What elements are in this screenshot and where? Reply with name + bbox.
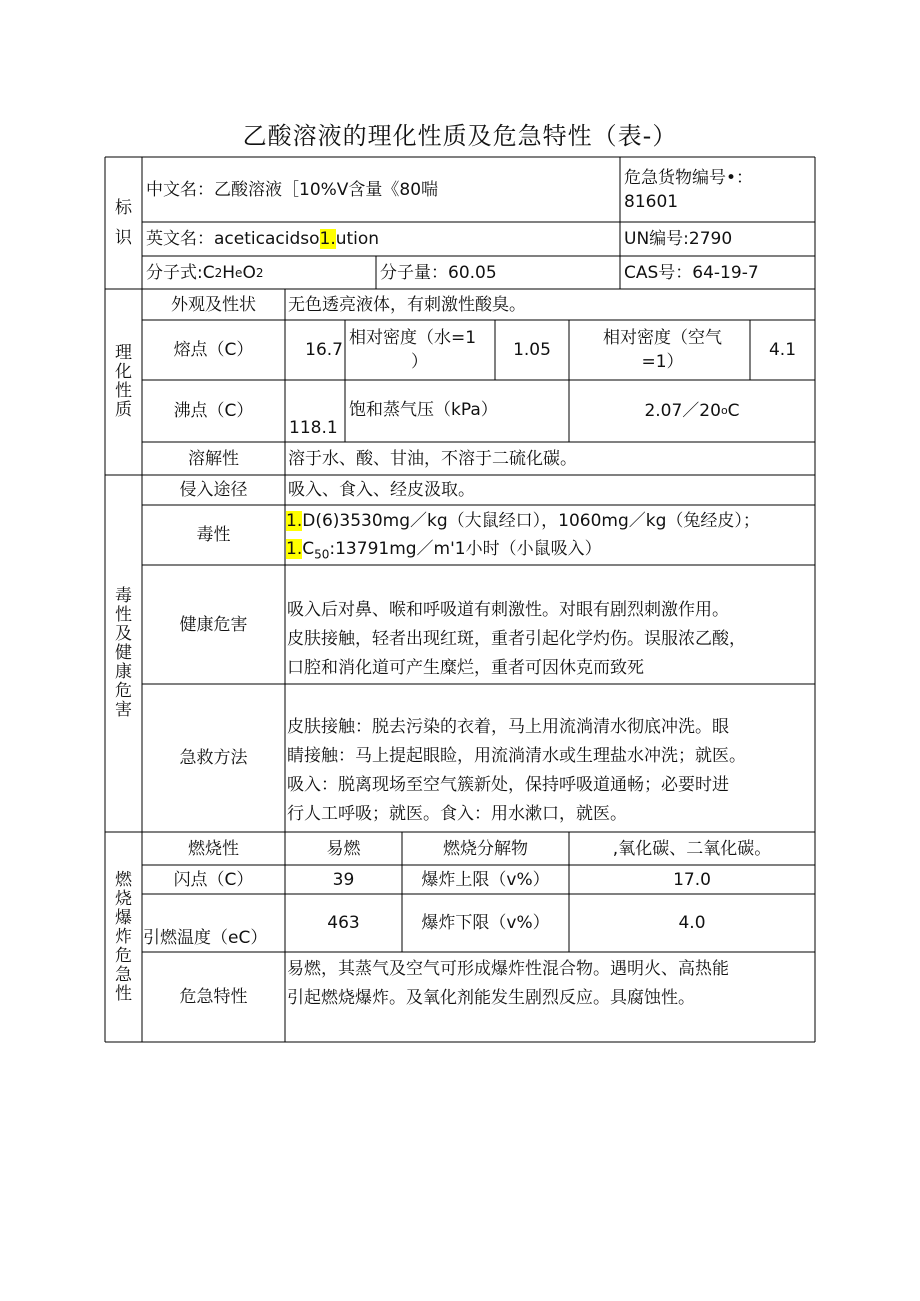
section-label-identity (105, 157, 142, 289)
en-name-post: ution (335, 229, 380, 249)
section-label-physchem (105, 289, 142, 475)
toxicity-line-2-pre: C (302, 539, 315, 559)
toxicity-line-1-marker: 1. (286, 511, 303, 531)
flammability-label: 燃烧性 (188, 838, 239, 859)
toxicity-line-2-marker: 1. (286, 539, 303, 559)
vapor-pressure-value-unit: C (727, 401, 740, 421)
toxicity-line-2-sub: 50 (314, 547, 330, 562)
first-aid-line: 睛接触：马上提起眼睑，用流淌清水或生理盐水冲洗；就医。 (287, 746, 746, 766)
en-name-pre: 英文名：aceticacidso (146, 229, 320, 249)
route-value: 吸入、食入、经皮汲取。 (288, 480, 475, 500)
section-label-char: 烧 (115, 888, 132, 909)
health-hazard-value (287, 596, 815, 684)
hazard-characteristics-value (287, 955, 815, 1015)
appearance-value: 无色透亮液体，有刺激性酸臭。 (288, 294, 526, 315)
section-label-char: 燃 (115, 869, 132, 890)
first-aid-line: 吸入：脱离现场至空气簇新处，保持呼吸道通畅；必要时进 (287, 775, 729, 795)
vapor-pressure-label: 饱和蒸气压（kPa） (349, 400, 498, 420)
combustion-products-value: ,氧化碳、二氧化碳。 (612, 838, 772, 859)
cas-number: CAS号：64-19-7 (624, 262, 759, 283)
health-hazard-line: 吸入后对鼻、喉和呼吸道有刺激性。对眼有剧烈刺激作用。 (287, 600, 729, 620)
en-name (146, 222, 616, 256)
rel-density-water-label (349, 326, 495, 376)
melting-point-value: 16.7 (305, 340, 343, 360)
vapor-pressure-value-sup: o (720, 404, 728, 417)
formula-sub-1: 2 (214, 265, 223, 280)
rel-density-air-label-line-2: =1） (641, 352, 684, 372)
section-label-char: 害 (115, 700, 132, 720)
section-label-char: 化 (115, 362, 132, 382)
toxicity-value (286, 507, 814, 563)
en-name-highlight: 1. (319, 229, 336, 249)
section-label-char: 毒 (115, 586, 132, 606)
section-label-char: 危 (115, 945, 132, 966)
rel-density-air-value: 4.1 (768, 340, 797, 360)
formula-mid-2: O (242, 262, 256, 283)
section-label-char: 健 (115, 643, 132, 663)
toxicity-label: 毒性 (196, 525, 231, 545)
appearance-label: 外观及性状 (171, 294, 256, 315)
boiling-point-value: 118.1 (289, 418, 338, 438)
section-label-char: 爆 (115, 907, 132, 928)
health-hazard-line: 口腔和消化道可产生糜烂，重者可因休克而致死 (287, 658, 644, 678)
dg-number (624, 166, 814, 218)
section-label-char: 标 (115, 198, 132, 218)
dg-number-label: 危急货物编号•： (624, 168, 754, 188)
health-hazard-line: 皮肤接触，轻者出现红斑，重者引起化学灼伤。误服浓乙酸， (287, 629, 746, 649)
section-label-char: 理 (115, 343, 132, 363)
health-hazard-label: 健康危害 (179, 614, 248, 635)
section-label-char: 康 (115, 662, 132, 682)
boiling-point-label: 沸点（C） (173, 401, 254, 421)
un-number: UN编号:2790 (624, 229, 733, 249)
section-label-toxicity (105, 475, 142, 832)
cn-name: 中文名：乙酸溶液［10%V含量《80喘 (146, 179, 439, 200)
hazard-line: 易燃，其蒸气及空气可形成爆炸性混合物。遇明火、高热能 (287, 959, 729, 979)
autoignition-temp-value: 463 (327, 913, 360, 933)
vapor-pressure-value (569, 380, 815, 442)
flash-point-value: 39 (332, 869, 355, 890)
lower-explosive-limit-value: 4.0 (678, 913, 706, 933)
flammability-value: 易燃 (326, 838, 361, 859)
first-aid-line: 皮肤接触：脱去污染的衣着，马上用流淌清水彻底冲洗。眼 (287, 717, 729, 737)
molecular-weight: 分子量：60.05 (380, 262, 497, 283)
rel-density-water-label-line-1: 相对密度（水=1 (349, 328, 477, 348)
lower-explosive-limit-label: 爆炸下限（v%） (421, 913, 550, 933)
hazard-line: 引起燃烧爆炸。及氧化剂能发生剧烈反应。具腐蚀性。 (287, 988, 695, 1008)
route-label: 侵入途径 (179, 480, 248, 500)
formula-sub-3: 2 (255, 265, 264, 280)
melting-point-label: 熔点（C） (173, 340, 254, 360)
section-label-char: 炸 (115, 926, 132, 947)
section-label-char: 性 (115, 381, 132, 401)
rel-density-air-label (575, 326, 750, 376)
molecular-formula (146, 256, 374, 289)
section-label-char: 识 (115, 228, 132, 248)
upper-explosive-limit-value: 17.0 (673, 869, 711, 890)
formula-mid: H (222, 262, 236, 283)
first-aid-line: 行人工呼吸；就医。食入：用水漱口，就医。 (287, 804, 627, 824)
upper-explosive-limit-label: 爆炸上限（v%） (421, 869, 550, 890)
section-label-char: 危 (115, 681, 132, 701)
section-label-char: 及 (115, 624, 132, 644)
section-label-char: 性 (115, 605, 132, 625)
document-title: 乙酸溶液的理化性质及危急特性（表-） (242, 122, 678, 150)
flash-point-label: 闪点（C） (173, 869, 254, 890)
combustion-products-label: 燃烧分解物 (443, 838, 528, 859)
first-aid-label: 急救方法 (179, 748, 248, 768)
section-label-char: 急 (115, 964, 132, 985)
solubility-value: 溶于水、酸、甘油，不溶于二硫化碳。 (288, 448, 577, 469)
toxicity-line-2: :13791mg／m'1小时（小鼠吸入） (329, 539, 602, 559)
rel-density-water-value: 1.05 (513, 340, 551, 360)
section-label-char: 质 (115, 400, 132, 420)
hazard-characteristics-label: 危急特性 (179, 987, 248, 1007)
autoignition-temp-label: 引燃温度（eC） (143, 928, 268, 948)
toxicity-line-1: D(6)3530mg／kg（大鼠经口），1060mg／kg（兔经皮）； (302, 511, 760, 531)
section-label-fire (105, 832, 142, 1042)
rel-density-air-label-line-1: 相对密度（空气 (603, 328, 722, 348)
rel-density-water-label-line-2: ） (411, 352, 428, 372)
solubility-label: 溶解性 (188, 448, 239, 469)
vapor-pressure-value-main: 2.07／20 (644, 401, 721, 421)
formula-sub-2: e (235, 265, 243, 280)
formula-pre: 分子式:C (146, 262, 215, 283)
section-label-char: 性 (115, 983, 132, 1004)
dg-number-value: 81601 (624, 192, 679, 212)
first-aid-value (287, 713, 815, 831)
